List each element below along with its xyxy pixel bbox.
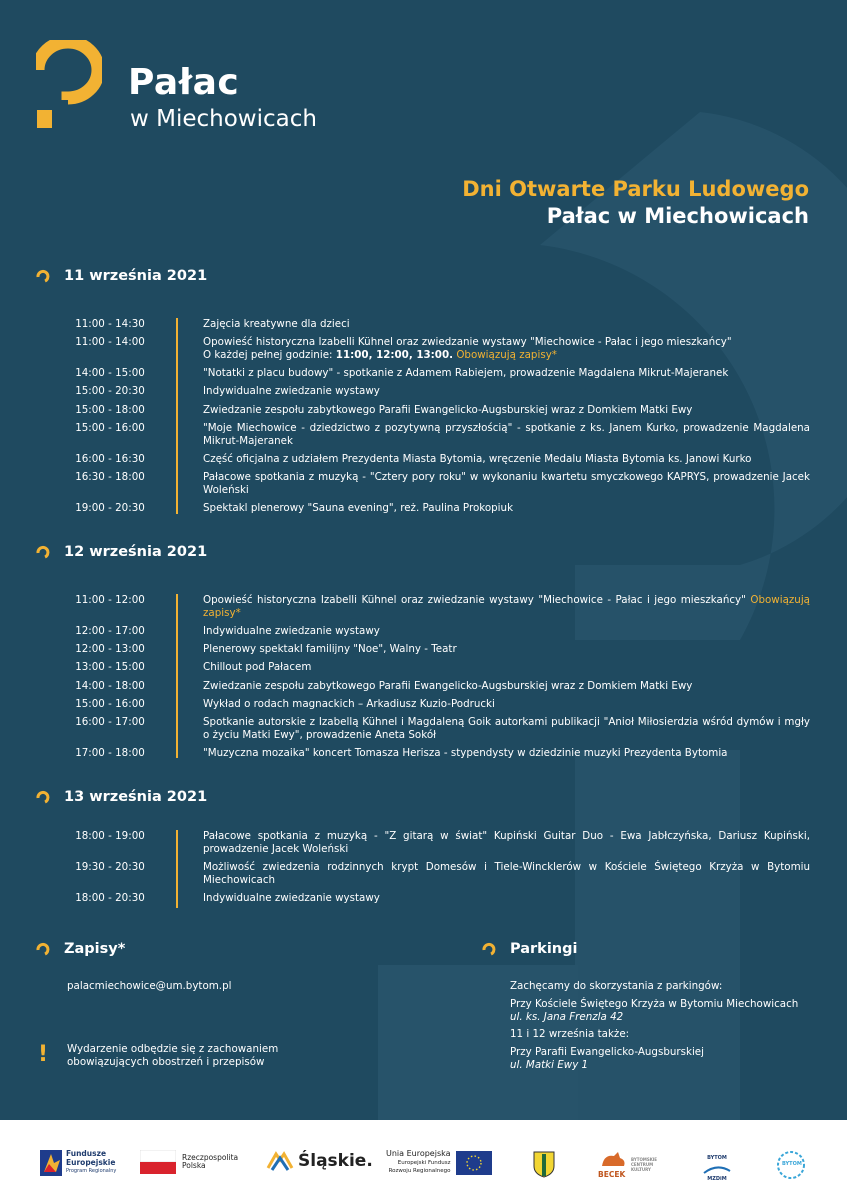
event-desc: Pałacowe spotkania z muzyką - "Z gitarą w świat" Kupiński Guitar Duo - Ewa Jabłczyńska, Dariusz Kupiński, prowadzenie Jacek Woleński <box>203 830 810 855</box>
day-heading-3 <box>36 789 207 805</box>
event-time: 14:00 - 18:00 <box>75 679 145 692</box>
zapisy-heading <box>36 941 125 957</box>
becek-cat-icon <box>598 1150 628 1168</box>
fe-line3: Program Regionalny <box>66 1168 117 1175</box>
question-bullet-icon <box>36 545 50 559</box>
event-time: 12:00 - 13:00 <box>75 643 145 656</box>
event-desc <box>190 594 810 620</box>
schedule-row <box>60 502 810 515</box>
zapisy-notice <box>67 1043 278 1069</box>
day-label: 11 września 2021 <box>64 268 208 284</box>
notice-line1: Wydarzenie odbędzie się z zachowaniem <box>67 1043 279 1055</box>
parkingi-info <box>510 980 820 1072</box>
day-heading-2 <box>36 544 207 560</box>
day-label: 13 września 2021 <box>64 789 208 805</box>
event-desc: "Moje Miechowice - dziedzictwo z pozytywną przyszłością" - spotkanie z ks. Janem Kurko, prowadzenie Magdalena Mikrut-Majeranek <box>203 421 810 447</box>
schedule-row <box>60 422 810 448</box>
zapisy-title: Zapisy* <box>64 941 126 957</box>
becek-text: BECEK <box>598 1169 626 1179</box>
schedule-row <box>60 861 810 887</box>
event-time: 19:00 - 20:30 <box>75 501 145 514</box>
parkingi-title: Parkingi <box>510 941 578 957</box>
event-desc: "Notatki z placu budowy" - spotkanie z Adamem Rabiejem, prowadzenie Magdalena Mikrut-Majeranek <box>203 367 729 380</box>
schedule-row <box>60 318 810 331</box>
bytom-circle-text: BYTOM <box>782 1161 802 1167</box>
question-bullet-icon <box>36 269 50 283</box>
event-time: 12:00 - 17:00 <box>75 624 145 637</box>
brand-subtitle: w Miechowicach <box>130 106 317 132</box>
mzdim-bytom: BYTOM <box>707 1155 727 1161</box>
logo-unia-europejska <box>386 1150 492 1176</box>
becek-sub: BYTOMSKIE CENTRUM KULTURY <box>631 1157 658 1172</box>
schedule-row <box>60 471 810 497</box>
parkingi-heading <box>482 941 577 957</box>
question-mark-logo-icon <box>36 40 102 132</box>
event-time: 11:00 - 12:00 <box>75 594 145 606</box>
headline-line2: Pałac w Miechowicach <box>546 204 809 228</box>
event-time: 17:00 - 18:00 <box>75 746 145 759</box>
event-time: 15:00 - 16:00 <box>75 421 145 434</box>
mzdim-text: MZDiM <box>707 1175 727 1182</box>
rp-line2: Polska <box>182 1161 206 1170</box>
event-desc: Indywidualne zwiedzanie wystawy <box>203 624 380 637</box>
event-time: 11:00 - 14:30 <box>75 318 145 330</box>
event-desc <box>190 336 810 362</box>
headline-line1: Dni Otwarte Parku Ludowego <box>462 177 809 201</box>
mzdim-swoosh-icon <box>702 1163 732 1175</box>
schedule-row <box>60 643 810 656</box>
schedule-day-1 <box>60 318 810 520</box>
parkingi-place2: Przy Parafii Ewangelicko-Augsburskiej <box>510 1046 704 1059</box>
event-desc: Chillout pod Pałacem <box>203 661 312 674</box>
parkingi-place1: Przy Kościele Świętego Krzyża w Bytomiu Miechowicach <box>510 997 799 1010</box>
event-time: 11:00 - 14:00 <box>75 336 145 349</box>
slaskie-waves-icon <box>266 1150 294 1172</box>
logo-mzdim <box>702 1154 732 1183</box>
schedule-row <box>60 594 810 620</box>
event-desc: Możliwość zwiedzenia rodzinnych krypt Domesów i Tiele-Wincklerów w Kościele Świętego Krzyża w Bytomiu Miechowicach <box>203 860 810 886</box>
event-time: 18:00 - 20:30 <box>75 891 145 904</box>
schedule-row <box>60 385 810 398</box>
fe-line1: Fundusze <box>66 1149 107 1159</box>
schedule-day-2 <box>60 594 810 765</box>
parkingi-intro: Zachęcamy do skorzystania z parkingów: <box>510 980 723 992</box>
event-time: 14:00 - 15:00 <box>75 367 145 380</box>
notice-line2: obowiązujących obostrzeń i przepisów <box>67 1055 265 1068</box>
bytom-crest-icon <box>532 1150 556 1178</box>
eu-flag-icon <box>456 1151 492 1175</box>
fe-line2: Europejskie <box>66 1157 116 1167</box>
event-text: Opowieść historyczna Izabelli Kühnel oraz zwiedzanie wystawy "Miechowice - Pałac i jego mieszkańcy" <box>203 336 732 349</box>
schedule-row <box>60 453 810 466</box>
event-time: 18:00 - 19:00 <box>75 830 145 842</box>
day-heading-1 <box>36 268 207 284</box>
parkingi-addr1: ul. ks. Jana Frenzla 42 <box>510 1010 624 1023</box>
day-label: 12 września 2021 <box>64 544 208 560</box>
logo-becek <box>598 1150 657 1179</box>
event-time: 19:30 - 20:30 <box>75 860 145 873</box>
polish-flag-icon <box>140 1150 176 1174</box>
rp-line1: Rzeczpospolita <box>182 1152 239 1162</box>
event-text: Opowieść historyczna Izabelli Kühnel oraz zwiedzanie wystawy "Miechowice - Pałac i jego mieszkańcy" <box>203 594 746 606</box>
logo-fundusze-europejskie <box>40 1150 116 1176</box>
schedule-row <box>60 367 810 380</box>
exclamation-icon: ! <box>38 1042 49 1067</box>
schedule-row <box>60 698 810 711</box>
schedule-row <box>60 336 810 362</box>
fe-star-icon <box>40 1150 62 1176</box>
event-hours: 11:00, 12:00, 13:00. <box>335 348 454 361</box>
schedule-day-3 <box>60 830 810 910</box>
schedule-row <box>60 661 810 674</box>
event-time: 16:00 - 16:30 <box>75 452 145 465</box>
parkingi-addr2: ul. Matki Ewy 1 <box>510 1058 589 1071</box>
ue-line2: Europejski Fundusz <box>397 1159 451 1166</box>
schedule-row <box>60 680 810 693</box>
schedule-row <box>60 716 810 742</box>
parkingi-also: 11 i 12 września także: <box>510 1028 630 1041</box>
event-desc: Część oficjalna z udziałem Prezydenta Miasta Bytomia, wręczenie Medalu Miasta Bytomia ks. Janowi Kurko <box>203 452 752 465</box>
event-desc: "Muzyczna mozaika" koncert Tomasza Herisza - stypendysty w dziedzinie muzyki Prezydenta Bytomia <box>203 746 728 759</box>
event-note: Obowiązują zapisy* <box>203 594 810 619</box>
event-time: 15:00 - 20:30 <box>75 385 145 398</box>
schedule-row <box>60 404 810 417</box>
logo-rzeczpospolita <box>140 1150 238 1174</box>
logo-bytom-circle <box>774 1150 808 1180</box>
slaskie-text: Śląskie. <box>298 1151 373 1171</box>
event-note: Obowiązują zapisy* <box>456 348 557 361</box>
ue-line1: Unia Europejska <box>386 1149 451 1158</box>
event-desc: Indywidualne zwiedzanie wystawy <box>203 385 380 398</box>
schedule-row <box>60 892 810 905</box>
question-bullet-icon <box>36 790 50 804</box>
schedule-row <box>60 830 810 856</box>
brand-title: Pałac <box>128 62 240 103</box>
event-desc: Spektakl plenerowy "Sauna evening", reż. Paulina Prokopiuk <box>203 501 514 514</box>
event-desc: Zajęcia kreatywne dla dzieci <box>203 318 350 330</box>
logo-slaskie <box>266 1150 373 1172</box>
event-desc: Indywidualne zwiedzanie wystawy <box>203 891 380 904</box>
event-desc: Pałacowe spotkania z muzyką - "Cztery pory roku" w wykonaniu kwartetu smyczkowego KAPRYS, prowadzenie Jacek Woleński <box>203 470 810 496</box>
event-desc: Wykład o rodach magnackich – Arkadiusz Kuzio-Podrucki <box>203 697 495 710</box>
event-time: 13:00 - 15:00 <box>75 661 145 674</box>
event-desc: Zwiedzanie zespołu zabytkowego Parafii Ewangelicko-Augsburskiej wraz z Domkiem Matki Ewy <box>203 679 693 692</box>
event-time: 16:00 - 17:00 <box>75 715 145 728</box>
event-time: 15:00 - 16:00 <box>75 697 145 710</box>
question-bullet-icon <box>36 942 50 956</box>
event-time: 16:30 - 18:00 <box>75 470 145 483</box>
schedule-row <box>60 625 810 638</box>
event-desc: Spotkanie autorskie z Izabellą Kühnel i Magdaleną Goik autorkami publikacji "Anioł Miłosierdzia wśród dymów i mgły o życiu Matki Ewy", prowadzenie Aneta Sokół <box>203 715 810 741</box>
event-time: 15:00 - 18:00 <box>75 403 145 416</box>
event-desc: Plenerowy spektakl familijny "Noe", Walny - Teatr <box>203 643 457 656</box>
zapisy-email[interactable]: palacmiechowice@um.bytom.pl <box>67 980 232 992</box>
question-bullet-icon <box>482 942 496 956</box>
headline <box>462 176 809 230</box>
event-desc: Zwiedzanie zespołu zabytkowego Parafii Ewangelicko-Augsburskiej wraz z Domkiem Matki Ewy <box>203 403 693 416</box>
event-text2: O każdej pełnej godzinie: <box>203 348 333 361</box>
logo-bytom-crest <box>532 1150 556 1178</box>
ue-line3: Rozwoju Regionalnego <box>388 1168 451 1174</box>
schedule-row <box>60 747 810 760</box>
